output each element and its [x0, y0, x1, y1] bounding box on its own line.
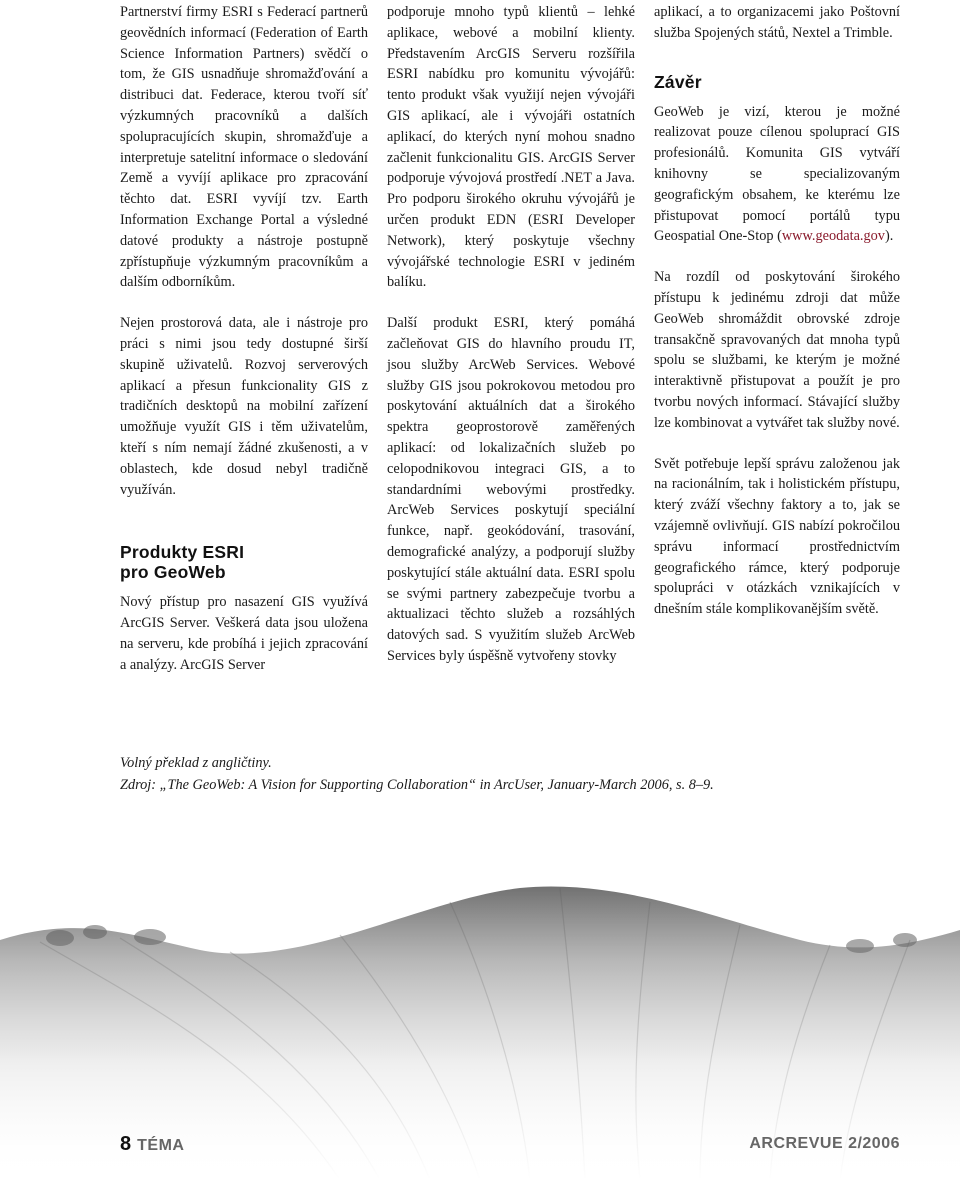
- section-label: TÉMA: [137, 1137, 185, 1154]
- paragraph: Na rozdíl od poskytování širokého přístupu k jedinému zdroji dat může GeoWeb shromáždit obrovské zdroje transakčně spravovaných dat mnoha typů spolu se službami, ke kterým je možné interaktivně přistupovat a použít je pro tvorbu nových informací. Stávající služby lze kombinovat a vytvářet tak služby nové.: [654, 269, 900, 431]
- paragraph: Další produkt ESRI, který pomáhá začleňovat GIS do hlavního proudu IT, jsou služby ArcWeb Services. Webové služby GIS jsou pokrokovou metodou pro poskytování aktuálních dat a širokého spektra geoprostorově zaměřených aplikací: od lokalizačních služeb po celopodnikovou integraci GIS, a to standardními webovými prostředky. ArcWeb Services poskytují speciální funkce, např. geokódování, trasování, demografické analýzy, a podporují služby poskytující stále aktuální data. ESRI spolu se svými partnery zabezpečuje tvorbu a aktualizaci těchto služeb a rozsáhlých datových sad. S využitím služeb ArcWeb Services byly úspěšně vytvořeny stovky: [387, 315, 635, 664]
- magazine-issue: ARCREVUE 2/2006: [749, 1135, 900, 1152]
- paragraph: podporuje mnoho typů klientů – lehké aplikace, webové a mobilní klienty. Představením ArcGIS Serveru rozšířila ESRI nabídku pro komunitu vývojářů: tento produkt však využijí nejen vývojáři GIS aplikací, ale i vývojáři ostatních aplikací, do kterých nyní mohou snadno začlenit funkcionalitu GIS. ArcGIS Server podporuje vývojová prostředí .NET a Java. Pro podporu širokého okruhu vývojářů je určen produkt EDN (ESRI Developer Network), který poskytuje všechny vývojářské technologie ESRI v jediném balíku.: [387, 4, 635, 291]
- heading-line: pro GeoWeb: [120, 562, 226, 583]
- paragraph-text: GeoWeb je vizí, kterou je možné realizovat pouze cílenou spoluprací GIS profesionálů. Komunita GIS vytváří knihovny se specializovaným geografickým obsahem, ke kterému lze přistupovat pomocí portálů typu Geospatial One-Stop (: [654, 103, 900, 245]
- heading-line: Produkty ESRI: [120, 542, 245, 563]
- paragraph: Svět potřebuje lepší správu založenou jak na racionálním, tak i holistickém přístupu, který zváží všechny faktory a to, jak se vzájemně ovlivňují. GIS nabízí pokročilou správu informací prostřednictvím geografického rámce, který podporuje spolupráci v otázkách vznikajících v dnešním stále komplikovanějším světě.: [654, 455, 900, 618]
- source-note: [120, 752, 900, 796]
- page-footer-left: [120, 1133, 184, 1156]
- translation-note: Volný překlad z angličtiny.: [120, 755, 272, 771]
- paragraph: Nový přístup pro nasazení GIS využívá ArcGIS Server. Veškerá data jsou uložena na serveru, kde probíhá i jejich zpracování a analýzy. ArcGIS Server: [120, 594, 368, 673]
- geodata-link[interactable]: www.geodata.gov: [781, 228, 885, 245]
- paragraph: aplikací, a to organizacemi jako Poštovní služba Spojených států, Nextel a Trimble.: [654, 4, 900, 41]
- text-column-2: [387, 2, 635, 667]
- paragraph-text: ).: [884, 228, 894, 245]
- paragraph: Nejen prostorová data, ale i nástroje pro práci s nimi jsou tedy dostupné širší skupině uživatelů. Rozvoj serverových aplikací a přesun funkcionality GIS z tradičních desktopů na mobilní zařízení umožňuje využít GIS i těm uživatelům, kteří s ním nemají žádné zkušenosti, a v oblastech, kde dosud nebyl tradičně využíván.: [120, 315, 368, 498]
- section-heading-conclusion: Závěr: [654, 71, 702, 92]
- text-column-1: [120, 2, 368, 676]
- section-heading-esri-products: [120, 542, 368, 582]
- paragraph: [654, 102, 900, 248]
- paragraph: Partnerství firmy ESRI s Federací partnerů geovědních informací (Federation of Earth Science Information Partners) svědčí o tom, že GIS usnadňuje shromažďování a distribuci dat. Federace, kterou tvoří síť výzkumných pracovníků a dalších spolupracujících skupin, shromažďuje a interpretuje satelitní informace o sledování Země a vyvíjí aplikace pro zpracování těchto dat. ESRI vyvíjí tzv. Earth Information Exchange Portal a výsledné datové produkty a nástroje postupně zpřístupňuje výzkumným pracovníkům a dalším odborníkům.: [120, 4, 368, 291]
- source-citation: Zdroj: „The GeoWeb: A Vision for Supporting Collaboration“ in ArcUser, January-March 2006, s. 8–9.: [120, 777, 714, 793]
- page-number: 8: [120, 1133, 132, 1155]
- text-column-3: [654, 2, 900, 620]
